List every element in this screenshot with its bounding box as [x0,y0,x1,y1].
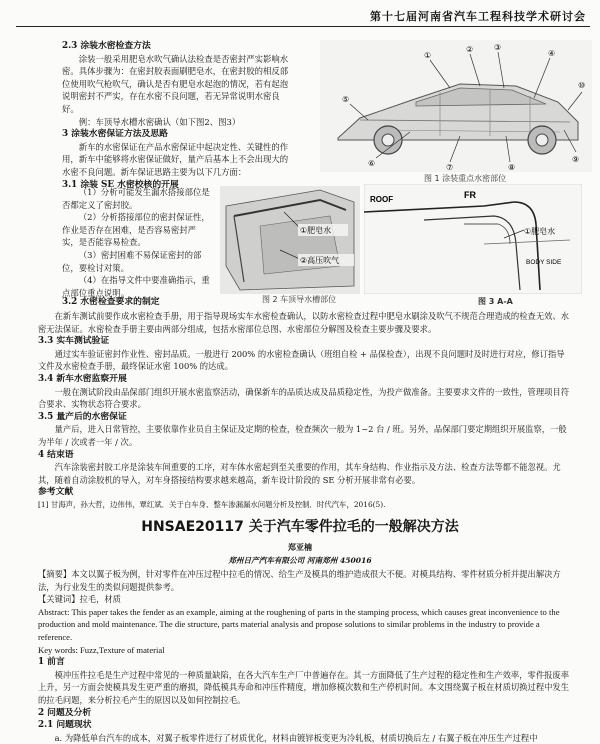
figure-3-roof-label: ROOF [370,195,394,204]
abstract-cn: 【摘要】本文以翼子板为例，针对零件在冲压过程中拉毛的情况、给生产及模具的维护造成很大不便。对模具结构、零件材质分析并提出解决方法，为行业发生的类似问题提供参考。 [38,569,561,592]
figure-2-label-air: ②高压吹气 [300,256,340,265]
figure-3-section-aa [364,184,582,294]
full-width-text [38,310,570,510]
figure-2-caption: 图 2 车顶导水槽部位 [262,295,337,304]
figure-1-marker: ⑩ [578,81,586,90]
paper-2-author: 郑亚楠 [288,542,312,552]
conference-title: 第十七届河南省汽车工程科技学术研讨会 [370,10,586,23]
section-3-4-paragraph: 一般在测试阶段由品保部门组织开展水密监察活动，确保新车的品质达成及品质稳定性，为投产做准备。主要要求文件的一致性，管理项目符合要求、实物状态符合要求。 [38,386,570,410]
paper-2-section-2-title: 2 问题及分析 [38,707,92,718]
list-item: （2）分析搭接部位的密封保证性，作业是否存在困难，是否容易密封严实，是否能容易检查。 [62,212,210,248]
paper-2-title: HNSAE20117 关于汽车零件拉毛的一般解决方法 [141,519,459,535]
paper-2-section-1-paragraph: 模冲压件拉毛是生产过程中常见的一种质量缺陷，在各大汽车生产厂中普遍存在。其一方面降低了生产过程的稳定性和生产效率，零件报废率上升，另一方面会使模具发生更严重的磨损，降低模具寿命和冲压件精度，增加修模次数和生产停机时间。本文围绕翼子板在材质切换过程中发生的拉毛问题，来分析拉毛产生的原因以及如何控制拉毛。 [38,669,570,705]
abstract-en: Abstract: This paper takes the fender as an example, aiming at the roughening of parts in the stamping process, which causes great inconvenience to the production and mold maintenance. The die structure, parts material analysis and propose solutions to similar problems in the industry to provide a reference. [38,606,560,642]
figure-1-marker: ⑥ [368,159,376,168]
figure-1-car-body [320,40,592,172]
section-3-3-title: 3.3 实车测试验证 [38,336,110,347]
figure-1-marker: ② [466,45,474,54]
references-title: 参考文献 [38,487,74,498]
paper-2-affiliation: 郑州日产汽车有限公司 河南郑州 450016 [228,556,372,565]
figure-3-body-side-label: BODY SIDE [526,259,562,266]
section-3-2-title: 3.2 水密检查要求的制定 [62,297,160,307]
figure-1-caption: 图 1 涂装重点水密部位 [424,174,507,183]
paper-2-section-1-title: 1 前言 [38,657,65,668]
section-3-4-title: 3.4 新车水密监察开展 [38,373,127,384]
section-3-5-title: 3.5 量产后的水密保证 [38,411,127,422]
section-2-3-example: 例：车顶导水槽水密确认（如下图2、图3） [78,116,241,127]
section-3-2-heading-block [62,296,292,309]
section-3-5-paragraph: 量产后，进入日常管控，主要依靠作业员自主保证及定期的检查，检查频次一般为 1~2 台 / 班。另外，品保部门要定期组织开展监察，一般为半年 / 次或者一年 / 次。 [38,424,567,447]
figure-3-caption: 图 3 A-A [478,297,513,306]
page-header [0,6,600,36]
section-3-title: 3 涂装水密保证方法及思路 [62,129,168,140]
figure-1-marker: ⑤ [342,95,350,104]
section-2-3-paragraph: 涂装一般采用肥皂水吹气确认法检查是否密封严实影响水密。具体步骤为：在密封胶表面刷肥皂水，在密封胶的相反部位使用吹气枪吹气，确认是否有肥皂水起泡的情况，若有起泡说明密封不严实，存在水密不良问题，若无异常说明水密良好。 [62,53,289,114]
reference-1: [1] 甘海声，孙大哲，边伟伟，覃红斌．关于白车身、整车渗漏漏水问题分析及控制．时代汽车，2016(5). [38,499,386,509]
section-3-2-paragraph: 在新车测试前要作成水密检查手册，用于指导现场实车水密检查确认，以防水密检查过程中肥皂水刷涂及吹气不规范合理造成的检查无效、水密无法保证。水密检查手册主要由两部分组成，包括水密部位总图、水密部位分解图及检查主要步骤及要求。 [38,311,570,334]
figure-1-marker: ⑧ [508,163,516,172]
figure-1-marker: ① [424,51,432,60]
figure-1-marker: ④ [548,49,556,58]
figure-3-fr-label: FR [464,190,476,200]
paper-2-section-2-1-paragraph: a. 为降低单台汽车的成本，对翼子板零件进行了材质优化，材料由镀锌板变更为冷轧板，材质切换后左 / 右翼子板在冲压生产过程中 [54,732,538,743]
section-4-title: 4 结束语 [38,449,74,460]
list-item: （3）密封困难不易保证密封的部位，要检讨对策。 [62,249,202,273]
header-rule [16,26,590,27]
left-column-list [62,186,210,299]
list-item: （1）分析可能发生漏水搭接部位是否都定义了密封胶。 [62,187,210,210]
paper-2-section-2-1-title: 2.1 问题现状 [38,720,92,731]
keywords-cn: 【关键词】拉毛，材质 [38,594,121,605]
paper-2-body [38,568,570,744]
section-3-paragraph: 新车的水密保证在产品水密保证中起决定性、关键性的作用，新车中能够将水密保证做好，量产后基本上不会出现大的水密不良问题。新车保证思路主要为以下几方面： [62,141,289,177]
figure-3-soap-label: ①肥皂水 [524,227,556,236]
section-4-paragraph: 汽车涂装密封胶工序是涂装车间重要的工序，对车体水密起到至关重要的作用，其车身结构、作业指示及方法、检查方法等都不能忽视。尤其，随着自动涂胶机的导入，对车身搭接结构要求越来越高，新车设计阶段的 SE 分析开展非常有必要。 [38,462,561,485]
left-column-top [62,40,294,191]
figure-1-marker: ⑦ [446,163,454,172]
section-3-3-paragraph: 通过实车验证密封作业性、密封品质。一般进行 200% 的水密检查确认（班组自检 + 品保检查），出现不良问题时及时进行对应，修订指导文件及水密检查手册，最终保证水密 100% 的达成。 [38,348,565,372]
section-3-1-title: 3.1 涂装 SE 水密校核的开展 [62,179,179,190]
figure-1-marker: ⑨ [572,155,580,164]
section-2-3-title: 2.3 涂装水密检查方法 [62,41,151,51]
figure-2-label-soap: ①肥皂水 [300,226,332,235]
list-item: （4）在指导文件中要准确指示，重点部位重点说明。 [62,275,210,298]
figure-2-roof-channel [220,186,360,294]
figure-1-marker: ③ [494,43,502,52]
keywords-en: Key words: Fuzz,Texture of material [38,644,165,655]
